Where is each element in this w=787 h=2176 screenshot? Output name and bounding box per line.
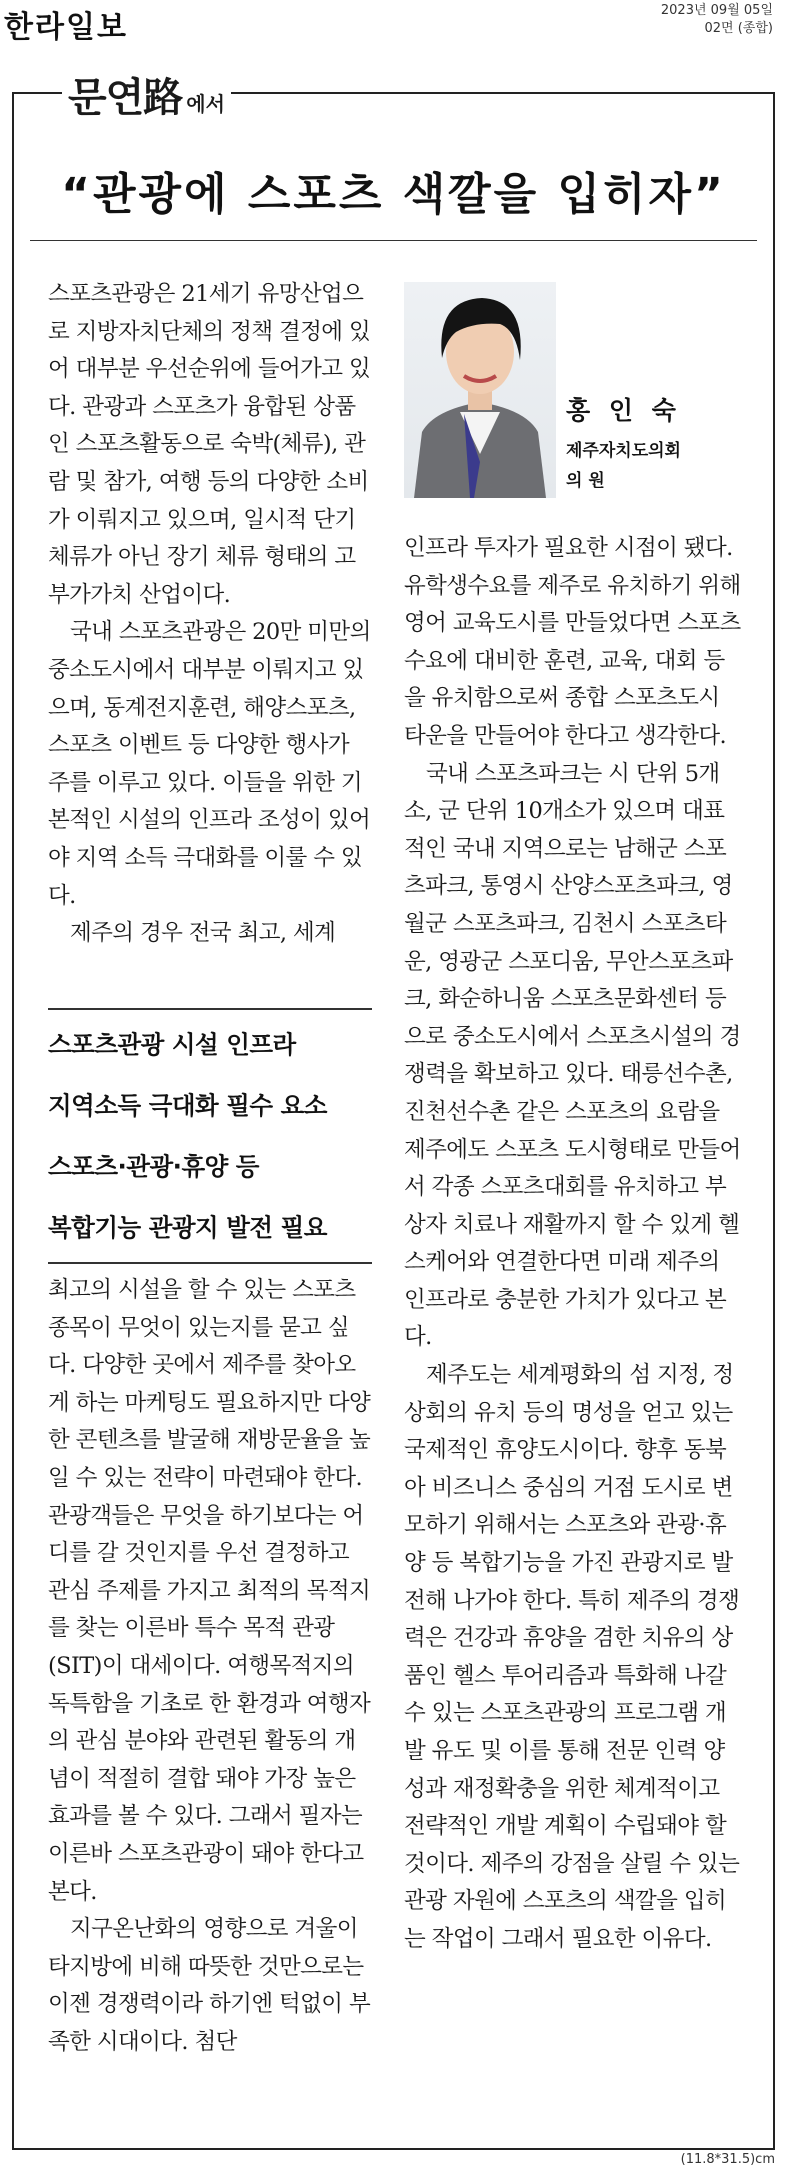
author-role	[566, 436, 681, 496]
subhead-bottom-rule	[48, 1262, 372, 1264]
author-byline	[566, 394, 681, 496]
column-suffix: 에서	[186, 92, 225, 116]
body-column-1-bottom	[48, 1272, 372, 2061]
subhead-top-rule	[48, 1008, 372, 1010]
paragraph: 국내 스포츠관광은 20만 미만의 중소도시에서 대부분 이뤄지고 있으며, 동계전지훈련, 해양스포츠, 스포츠 이벤트 등 다양한 행사가 주를 이루고 있다. 이들을 위한 기본적인 시설의 인프라 조성이 있어야 지역 소득 극대화를 이룰 수 있다.	[48, 619, 371, 909]
paragraph: 국내 스포츠파크는 시 단위 5개소, 군 단위 10개소가 있으며 대표적인 국내 지역으로는 남해군 스포츠파크, 통영시 산양스포츠파크, 영월군 스포츠파크, 김천시 스포츠타운, 영광군 스포디움, 무안스포츠파크, 화순하니움 스포츠문화센터 등으로 중소도시에서 스포츠시설의 경쟁력을 확보하고 있다. 태릉선수촌, 진천선수촌 같은 스포츠의 요람을 제주에도 스포츠 도시형태로 만들어서 각종 스포츠대회를 유치하고 부상자 치료나 재활까지 할 수 있게 헬스케어와 연결한다면 미래 제주의 인프라로 충분한 가치가 있다고 본다.	[404, 760, 741, 1351]
author-role-line: 의 원	[566, 471, 605, 491]
author-name: 홍 인 숙	[566, 396, 681, 425]
headline: “관광에 스포츠 색깔을 입히자”	[61, 169, 726, 220]
subheading: 스포츠·관광·휴양 등	[48, 1152, 259, 1181]
clipping-size: (11.8*31.5)cm	[680, 2152, 775, 2167]
paragraph: 지구온난화의 영향으로 겨울이 타지방에 비해 따뜻한 것만으로는 이젠 경쟁력이라 하기엔 턱없이 부족한 시대이다. 첨단	[48, 1916, 371, 2055]
subheading: 지역소득 극대화 필수 요소	[48, 1091, 327, 1120]
subheading: 스포츠관광 시설 인프라	[48, 1030, 296, 1059]
paragraph: 제주도는 세계평화의 섬 지정, 정상회의 유치 등의 명성을 얻고 있는 국제적인 휴양도시이다. 향후 동북아 비즈니스 중심의 거점 도시로 변모하기 위해서는 스포츠와 관광·휴양 등 복합기능을 가진 관광지로 발전해 나가야 한다. 특히 제주의 경쟁력은 건강과 휴양을 겸한 치유의 상품인 헬스 투어리즘과 특화해 나갈 수 있는 스포츠관광의 프로그램 개발 유도 및 이를 통해 전문 인력 양성과 재정확충을 위한 체계적이고 전략적인 개발 계획이 수립돼야 할 것이다. 제주의 강점을 살릴 수 있는 관광 자원에 스포츠의 색깔을 입히는 작업이 그래서 필요한 이유다.	[404, 1362, 740, 1952]
page-number: 02면 (종합)	[704, 21, 773, 36]
headline-divider	[30, 240, 757, 241]
author-portrait-image	[404, 282, 556, 498]
column-label	[62, 66, 231, 123]
subheading: 복합기능 관광지 발전 필요	[48, 1213, 327, 1242]
publication-meta	[661, 2, 773, 38]
column-title: 문연路	[68, 75, 183, 121]
body-column-1-top	[48, 276, 372, 953]
paragraph: 제주의 경우 전국 최고, 세계	[70, 920, 336, 947]
newspaper-name: 한라일보	[4, 10, 128, 45]
author-photo	[404, 282, 556, 498]
author-role-line: 제주자치도의회	[566, 441, 681, 461]
paragraph: 스포츠관광은 21세기 유망산업으로 지방자치단체의 정책 결정에 있어 대부분 우선순위에 들어가고 있다. 관광과 스포츠가 융합된 상품인 스포츠활동으로 숙박(체류), 관람 및 참가, 여행 등의 다양한 소비가 이뤄지고 있으며, 일시적 단기 체류가 아닌 장기 체류 형태의 고부가가치 산업이다.	[48, 281, 371, 608]
publication-date: 2023년 09월 05일	[660, 3, 773, 18]
subheadings	[48, 1014, 372, 1258]
paragraph: 최고의 시설을 할 수 있는 스포츠 종목이 무엇이 있는지를 묻고 싶다. 다양한 곳에서 제주를 찾아오게 하는 마케팅도 필요하지만 다양한 콘텐츠를 발굴해 재방문율을 높일 수 있는 전략이 마련돼야 한다. 관광객들은 무엇을 하기보다는 어디를 갈 것인지를 우선 결정하고 관심 주제를 가지고 최적의 목적지를 찾는 이른바 특수 목적 관광(SIT)이 대세이다. 여행목적지의 독특함을 기초로 한 환경과 여행자의 관심 분야와 관련된 활동의 개념이 적절히 결합 돼야 가장 높은 효과를 볼 수 있다. 그래서 필자는 이른바 스포츠관광이 돼야 한다고 본다.	[48, 1277, 371, 1905]
body-column-2	[404, 530, 744, 1959]
paragraph: 인프라 투자가 필요한 시점이 됐다. 유학생수요를 제주로 유치하기 위해 영어 교육도시를 만들었다면 스포츠 수요에 대비한 훈련, 교육, 대회 등을 유치함으로써 종합 스포츠도시 타운을 만들어야 한다고 생각한다.	[404, 535, 741, 749]
